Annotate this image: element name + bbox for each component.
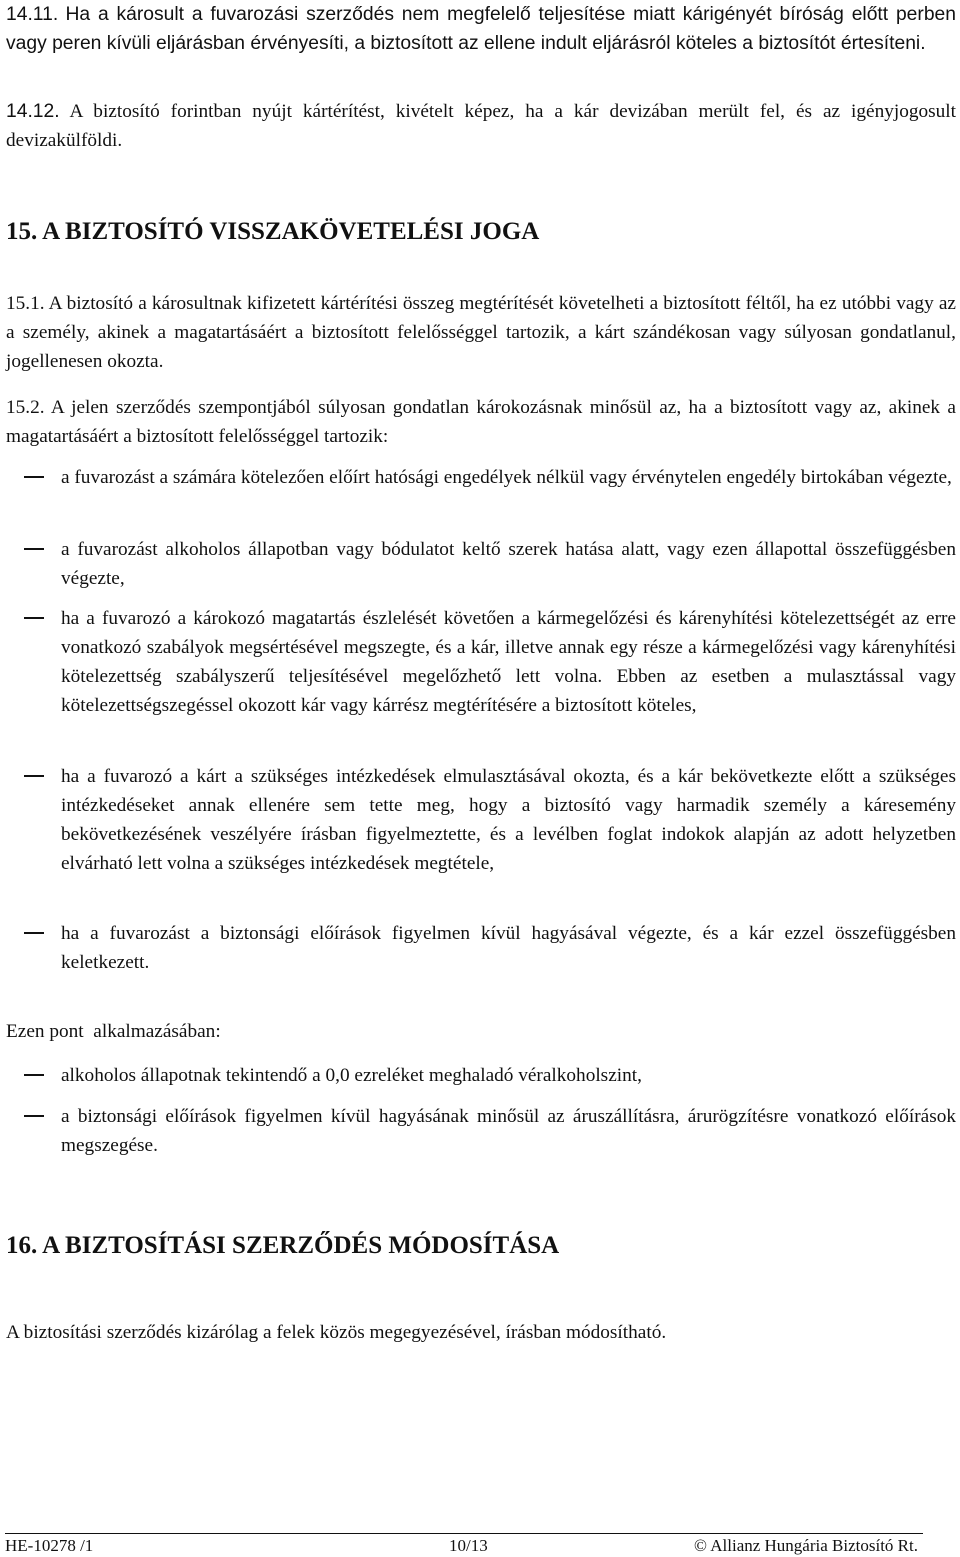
list-item-text: ha a fuvarozó a kárt a szükséges intézkedések elmulasztásával okozta, és a kár bekövetkezte előtt a szükséges intézkedéseket annak ellenére sem tette meg, hogy a biztosító vagy harmadik személy a káresemény bekövetkezésének veszélyére írásban figyelmeztette, és a levélben foglat indokok alapján az adott helyzetben elvárható lett volna a szükséges intézkedések megtétele, xyxy=(61,766,956,874)
list-item xyxy=(6,604,956,720)
list-item-text: alkoholos állapotnak tekintendő a 0,0 ezreléket meghaladó véralkoholszint, xyxy=(61,1065,642,1086)
footer-copyright: © Allianz Hungária Biztosító Rt. xyxy=(694,1536,918,1555)
paragraph-text: Ha a károsult a fuvarozási szerződés nem megfelelő teljesítése miatt kárigényét bíróság előtt perben vagy peren kívüli eljárásban érvényesíti, a biztosított az ellene indult eljárásról köteles a biztosítót értesíteni. xyxy=(6,4,956,54)
dash-bullet-icon xyxy=(24,775,44,777)
paragraph-number: 14.12. xyxy=(6,101,60,122)
paragraph-text: A biztosító a károsultnak kifizetett kártérítési összeg megtérítését követelheti a biztosított féltől, ha ez utóbbi vagy az a személy, akinek a magatartásáért a biztosított felelősséggel tartozik, a kárt szándékosan vagy súlyosan gondatlanul, jogellenesen okozta. xyxy=(6,293,956,372)
paragraph-number: 15.1. xyxy=(6,293,45,314)
list-item-text: a fuvarozást a számára kötelezően előírt hatósági engedélyek nélkül vagy érvénytelen engedély birtokában végezte, xyxy=(61,467,952,488)
list-item xyxy=(6,762,956,878)
list-item-text: ha a fuvarozást a biztonsági előírások figyelmen kívül hagyásával végezte, és a kár ezzel összefüggésben keletkezett. xyxy=(61,923,956,973)
paragraph-14-12 xyxy=(6,97,956,155)
paragraph-15-2 xyxy=(6,393,956,451)
paragraph-14-11 xyxy=(6,0,956,58)
paragraph-16: A biztosítási szerződés kizárólag a felek közös megegyezésével, írásban módosítható. xyxy=(6,1322,667,1343)
footer-page-number: 10/13 xyxy=(449,1536,488,1555)
list-item xyxy=(6,919,956,977)
section-heading-16: 16. A BIZTOSÍTÁSI SZERZŐDÉS MÓDOSÍTÁSA xyxy=(6,1232,560,1259)
paragraph-number: 15.2. xyxy=(6,397,45,418)
paragraph-15-1 xyxy=(6,289,956,376)
dash-bullet-icon xyxy=(24,1115,44,1117)
footer-doc-id: HE-10278 /1 xyxy=(5,1536,94,1555)
section-heading-15: 15. A BIZTOSÍTÓ VISSZAKÖVETELÉSI JOGA xyxy=(6,218,540,245)
dash-bullet-icon xyxy=(24,476,44,478)
paragraph-number: 14.11. xyxy=(6,4,59,25)
footer-divider xyxy=(5,1533,923,1534)
list-item-text: a fuvarozást alkoholos állapotban vagy bódulatot keltő szerek hatása alatt, vagy ezen állapottal összefüggésben végezte, xyxy=(61,539,956,589)
list-item xyxy=(6,463,956,492)
paragraph-text: A jelen szerződés szempontjából súlyosan gondatlan károkozásnak minősül az, ha a biztosított vagy az, akinek a magatartásáért a biztosított felelősséggel tartozik: xyxy=(6,397,956,447)
page-footer xyxy=(5,1535,923,1557)
dash-bullet-icon xyxy=(24,548,44,550)
definitions-intro: Ezen pont alkalmazásában: xyxy=(6,1021,221,1042)
dash-bullet-icon xyxy=(24,1074,44,1076)
list-item xyxy=(6,1102,956,1160)
paragraph-text: A biztosító forintban nyújt kártérítést, kivételt képez, ha a kár devizában merült fel, és az igényjogosult devizakülföldi. xyxy=(6,101,956,151)
dash-bullet-icon xyxy=(24,617,44,619)
dash-bullet-icon xyxy=(24,932,44,934)
list-item-text: ha a fuvarozó a károkozó magatartás észlelését követően a kármegelőzési és kárenyhítési kötelezettségét az erre vonatkozó szabályok megsértésével megszegte, és a kár, illetve annak egy része a kármegelőzési vagy kárenyhítési kötelezettség szabályszerű teljesítésével megelőzhető lett volna. Ebben az esetben a mulasztással vagy kötelezettségszegéssel okozott kár vagy kárrész megtérítésére a biztosított köteles, xyxy=(61,608,956,716)
list-item xyxy=(6,1061,956,1090)
list-item xyxy=(6,535,956,593)
list-item-text: a biztonsági előírások figyelmen kívül hagyásának minősül az áruszállításra, árurögzítésre vonatkozó előírások megszegése. xyxy=(61,1106,956,1156)
